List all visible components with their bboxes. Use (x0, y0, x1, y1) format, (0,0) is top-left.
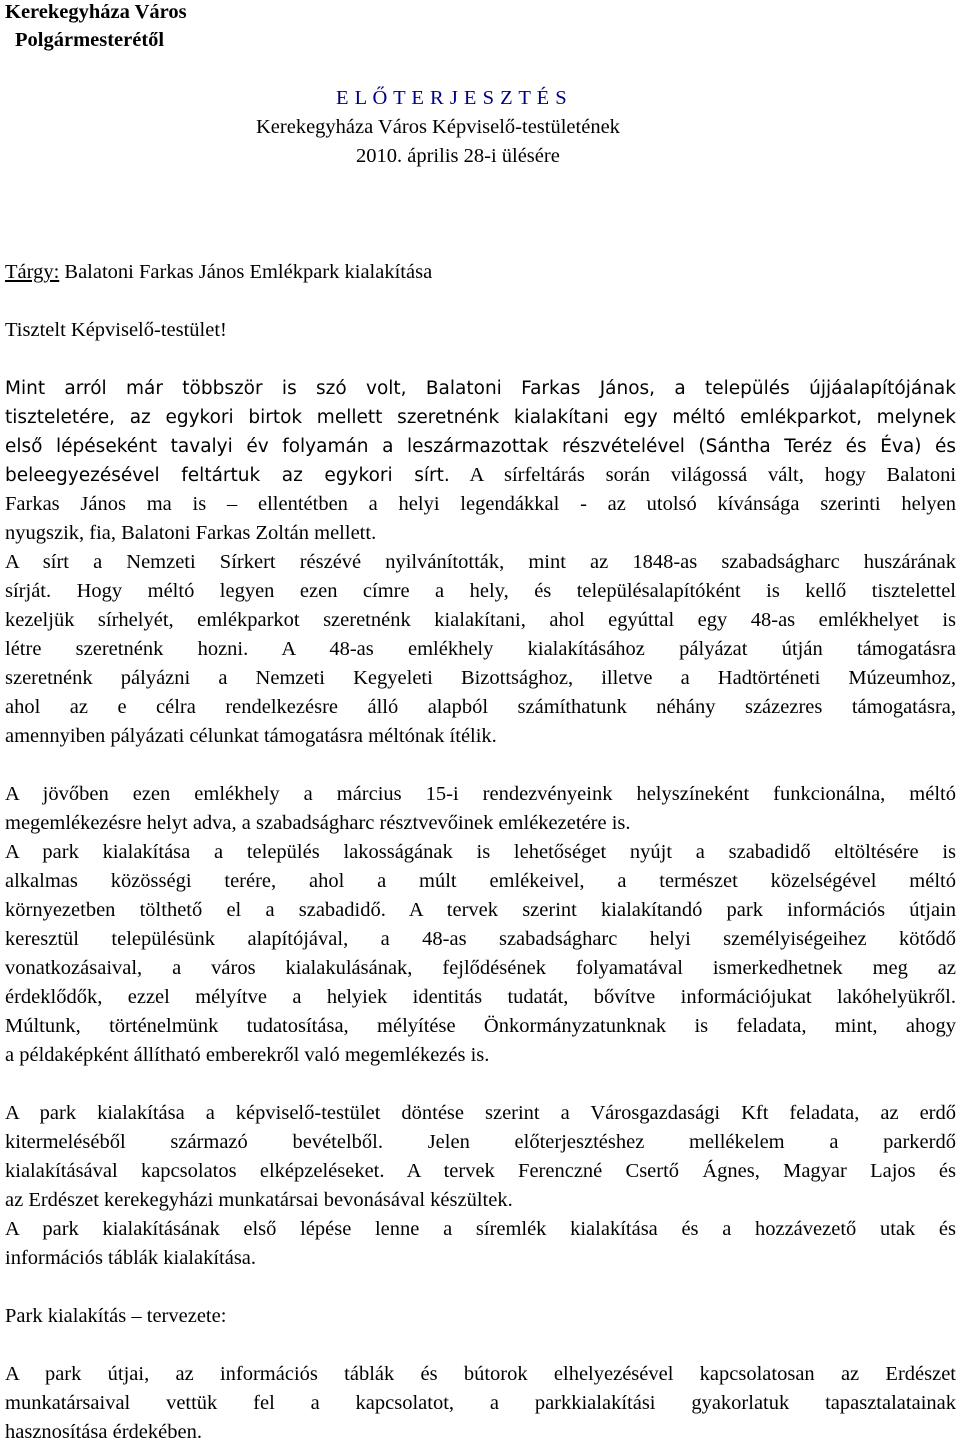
salutation: Tisztelt Képviselő-testület! (5, 319, 227, 341)
p4-line: hasznosítása érdekében. (5, 1421, 202, 1443)
p1-line: nyugszik, fia, Balatoni Farkas Zoltán mellett. (5, 522, 377, 544)
p2-line: A jövőben ezen emlékhely a március 15-i rendezvényeink helyszíneként funkcionálna, méltó (5, 783, 956, 805)
paragraph-4 (5, 1360, 956, 1447)
p2-line: Múltunk, történelmünk tudatosítása, mélyítése Önkormányzatunknak is feladata, mint, ahogy (5, 1015, 956, 1037)
p3-line: kitermeléséből származó bevételből. Jelen előterjesztéshez mellékelem a parkerdő (5, 1131, 956, 1153)
p1-line: amennyiben pályázati célunkat támogatásra méltónak ítélik. (5, 725, 497, 747)
subject-line (5, 258, 432, 287)
p4-line: munkatársaival vettük fel a kapcsolatot, a parkkialakítási gyakorlatuk tapasztalatainak (5, 1392, 956, 1414)
header-org-line2: Polgármesterétől (15, 29, 165, 51)
p1-line: Mint arról már többször is szó volt, Balatoni Farkas János, a település újjáalapítójának (5, 378, 956, 399)
p2-line: környezetben tölthető el a szabadidő. A tervek szerint kialakítandó park információs útjain (5, 899, 956, 921)
p3-line: A park kialakításának első lépése lenne a síremlék kialakítása és a hozzávezető utak és (5, 1218, 956, 1240)
p4-line: A park útjai, az információs táblák és bútorok elhelyezésével kapcsolatosan az Erdészet (5, 1363, 956, 1385)
p3-line: információs táblák kialakítása. (5, 1247, 257, 1269)
p1-line: kezeljük sírhelyét, emlékparkot szeretnénk kialakítani, ahol egyúttal egy 48-as emlékhelyet is (5, 609, 956, 631)
header-org-line1: Kerekegyháza Város (5, 1, 187, 23)
p1-line-part: beleegyezésével feltártuk az egykori sírt. (5, 465, 450, 486)
p1-line-part: Hogy méltó legyen ezen címre a hely, és településalapítóként is kellő tisztelettel (76, 580, 956, 602)
p1-line: szeretnénk pályázni a Nemzeti Kegyeleti Bizottsághoz, illetve a Hadtörténeti Múzeumhoz, (5, 667, 956, 689)
title-line-2: Kerekegyháza Város Képviselő-testületének (256, 116, 620, 138)
p1-line-mixed (5, 461, 956, 490)
p2-line: a példaképként állítható emberekről való megemlékezés is. (5, 1044, 490, 1066)
p1-line: tiszteletére, az egykori birtok mellett szeretnénk kialakítani egy méltó emlékparkot, melynek (5, 407, 956, 428)
p2-line: A park kialakítása a település lakosságának is lehetőséget nyújt a szabadidő eltöltésére is (5, 841, 956, 863)
p1-line: első lépéseként tavalyi év folyamán a leszármazottak részvételével (Sántha Teréz és Éva) és (5, 436, 956, 457)
p2-line: vonatkozásaival, a város kialakulásának, fejlődésének folyamatával ismerkedhetnek meg az (5, 957, 956, 979)
section-heading: Park kialakítás – tervezete: (5, 1305, 227, 1327)
subject-label: Tárgy: (5, 261, 60, 283)
p1-line-mixed (5, 577, 956, 606)
subject-text: Balatoni Farkas János Emlékpark kialakítása (59, 261, 433, 283)
p2-line: megemlékezésre helyt adva, a szabadságharc résztvevőinek emlékezetére is. (5, 812, 631, 834)
p1-line: létre szeretnénk hozni. A 48-as emlékhely kialakításához pályázat útján támogatásra (5, 638, 956, 660)
p2-line: alkalmas közösségi terére, ahol a múlt emlékeivel, a természet közelségével méltó (5, 870, 956, 892)
paragraph-2 (5, 780, 956, 1070)
p2-line: keresztül településünk alapítójával, a 48-as szabadságharc helyi személyiségeihez kötődő (5, 928, 956, 950)
p3-line: kialakításával kapcsolatos elképzeléseket. A tervek Ferenczné Csertő Ágnes, Magyar Lajos és (5, 1160, 956, 1182)
p1-line: ahol az e célra rendelkezésre álló alapból számíthatunk néhány százezres támogatásra, (5, 696, 956, 718)
p2-line: érdeklődők, ezzel mélyítve a helyiek identitás tudatát, bővítve információjukat lakóhelyükről. (5, 986, 956, 1008)
p1-line: Farkas János ma is – ellentétben a helyi legendákkal - az utolsó kívánsága szerinti helyen (5, 493, 956, 515)
paragraph-1 (5, 374, 956, 751)
p1-line-part: sírját. (5, 580, 52, 602)
p3-line: A park kialakítása a képviselő-testület döntése szerint a Városgazdasági Kft feladata, az erdő (5, 1102, 956, 1124)
p3-line: az Erdészet kerekegyházi munkatársai bevonásával készültek. (5, 1189, 513, 1211)
title-line-3: 2010. április 28-i ülésére (356, 145, 560, 167)
document-title: E L Ő T E R J E S Z T É S (336, 87, 568, 109)
p1-line: A sírt a Nemzeti Sírkert részévé nyilvánították, mint az 1848-as szabadságharc huszárának (5, 551, 956, 573)
paragraph-3 (5, 1099, 956, 1273)
p1-line-part: A sírfeltárás során világossá vált, hogy Balatoni (469, 464, 957, 486)
